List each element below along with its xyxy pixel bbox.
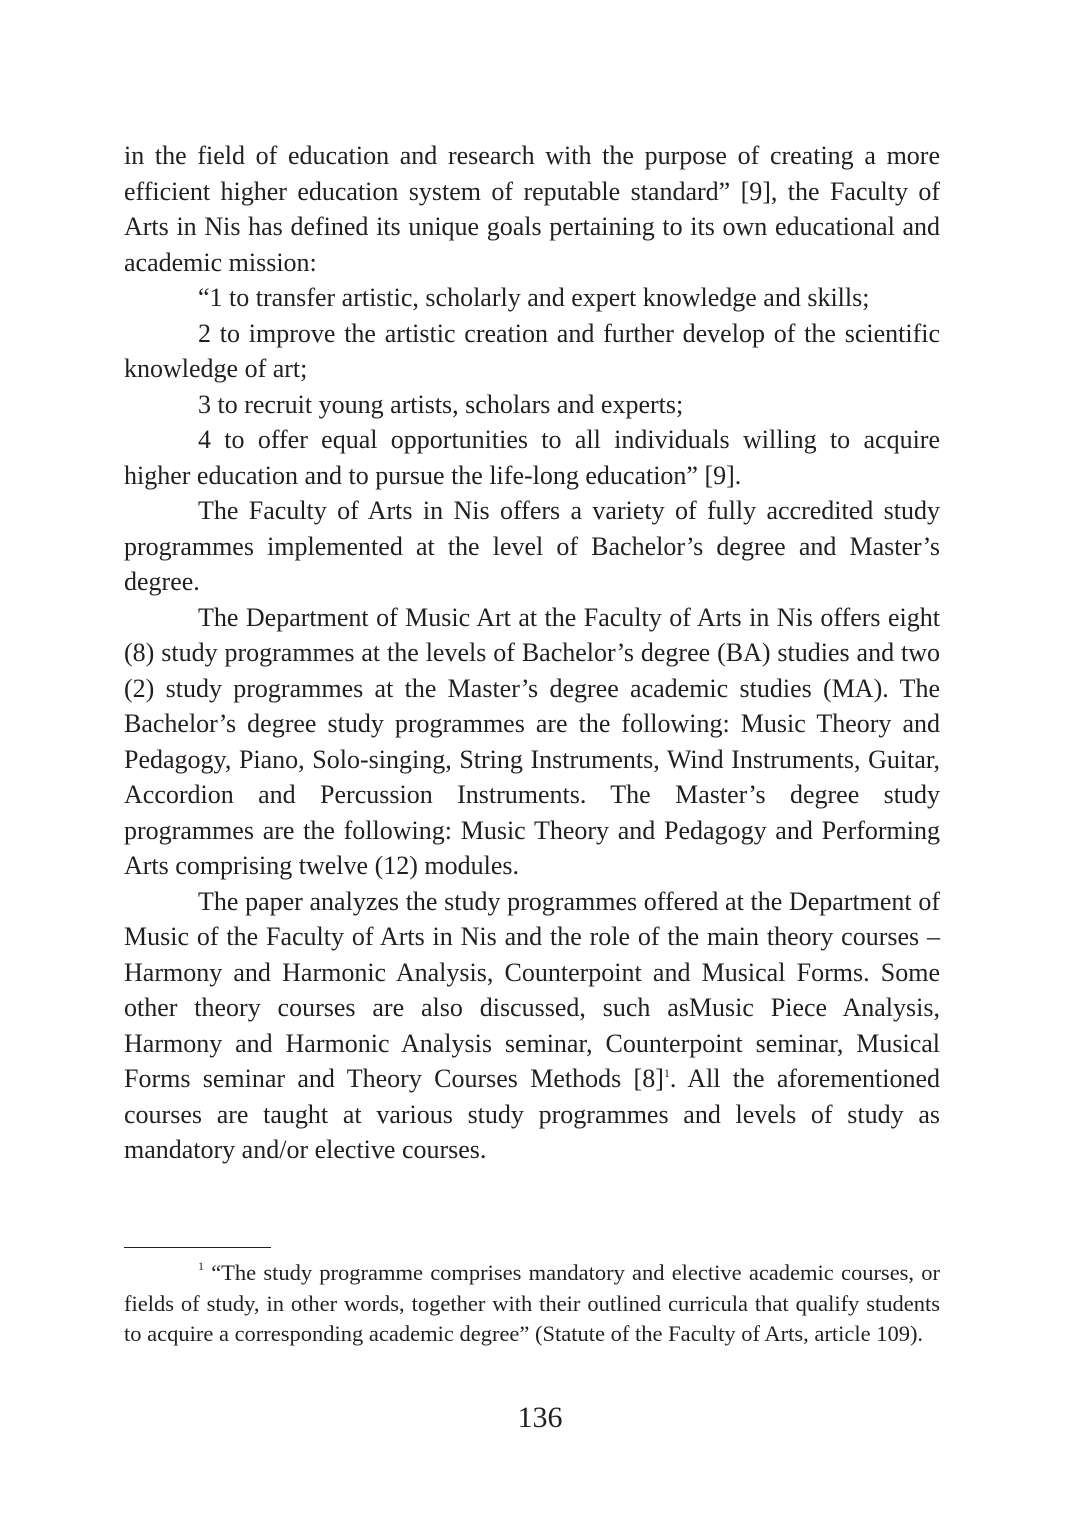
page-number: 136 — [517, 1401, 563, 1434]
paragraph-text: The paper analyzes the study programmes offered at the Department of Music of the Faculty of Arts in Nis and the role of the main theory courses – Harmony and Harmonic Analysis, Counterpoint and Musical Forms. Some other theory courses are also discussed, such asMusic Piece Analysis, Harmony and Harmonic Analysis seminar, Counterpoint seminar, Musical Forms seminar and Theory Courses Methods [8] — [124, 886, 940, 1093]
paragraph: in the field of education and research with the purpose of creating a more efficient higher education system of reputable standard” [9], the Faculty of Arts in Nis has defined its unique goals pertaining to its own educational and academic mission: — [124, 141, 940, 277]
footnote-reference: 1 — [663, 1066, 670, 1080]
paragraph: 2 to improve the artistic creation and further develop of the scientific knowledge of art; — [124, 318, 940, 383]
paragraph — [124, 884, 940, 1168]
footnote-separator — [124, 1247, 271, 1248]
main-text — [124, 138, 940, 1168]
footnote-marker: 1 — [198, 1259, 204, 1273]
footnote — [124, 1258, 940, 1350]
paragraph: The Faculty of Arts in Nis offers a variety of fully accredited study programmes implemented at the level of Bachelor’s degree and Master’s degree. — [124, 496, 940, 596]
footnote-text: “The study programme comprises mandatory and elective academic courses, or fields of study, in other words, together with their outlined curricula that qualify students to acquire a corresponding academic degree” (Statute of the Faculty of Arts, article 109). — [124, 1260, 940, 1346]
paragraph: 4 to offer equal opportunities to all individuals willing to acquire higher education and to pursue the life-long education” [9]. — [124, 425, 940, 490]
paragraph: 3 to recruit young artists, scholars and experts; — [198, 389, 684, 419]
paragraph: The Department of Music Art at the Faculty of Arts in Nis offers eight (8) study programmes at the levels of Bachelor’s degree (BA) studies and two (2) study programmes at the Master’s degree academic studies (MA). The Bachelor’s degree study programmes are the following: Music Theory and Pedagogy, Piano, Solo-singing, String Instruments, Wind Instruments, Guitar, Accordion and Percussion Instruments. The Master’s degree study programmes are the following: Music Theory and Pedagogy and Performing Arts comprising twelve (12) modules. — [124, 602, 940, 880]
paragraph: “1 to transfer artistic, scholarly and expert knowledge and skills; — [198, 283, 870, 312]
paragraph-text: . All the aforementioned courses are taught at various study programmes and levels of study as mandatory and/or elective courses. — [124, 1064, 941, 1164]
